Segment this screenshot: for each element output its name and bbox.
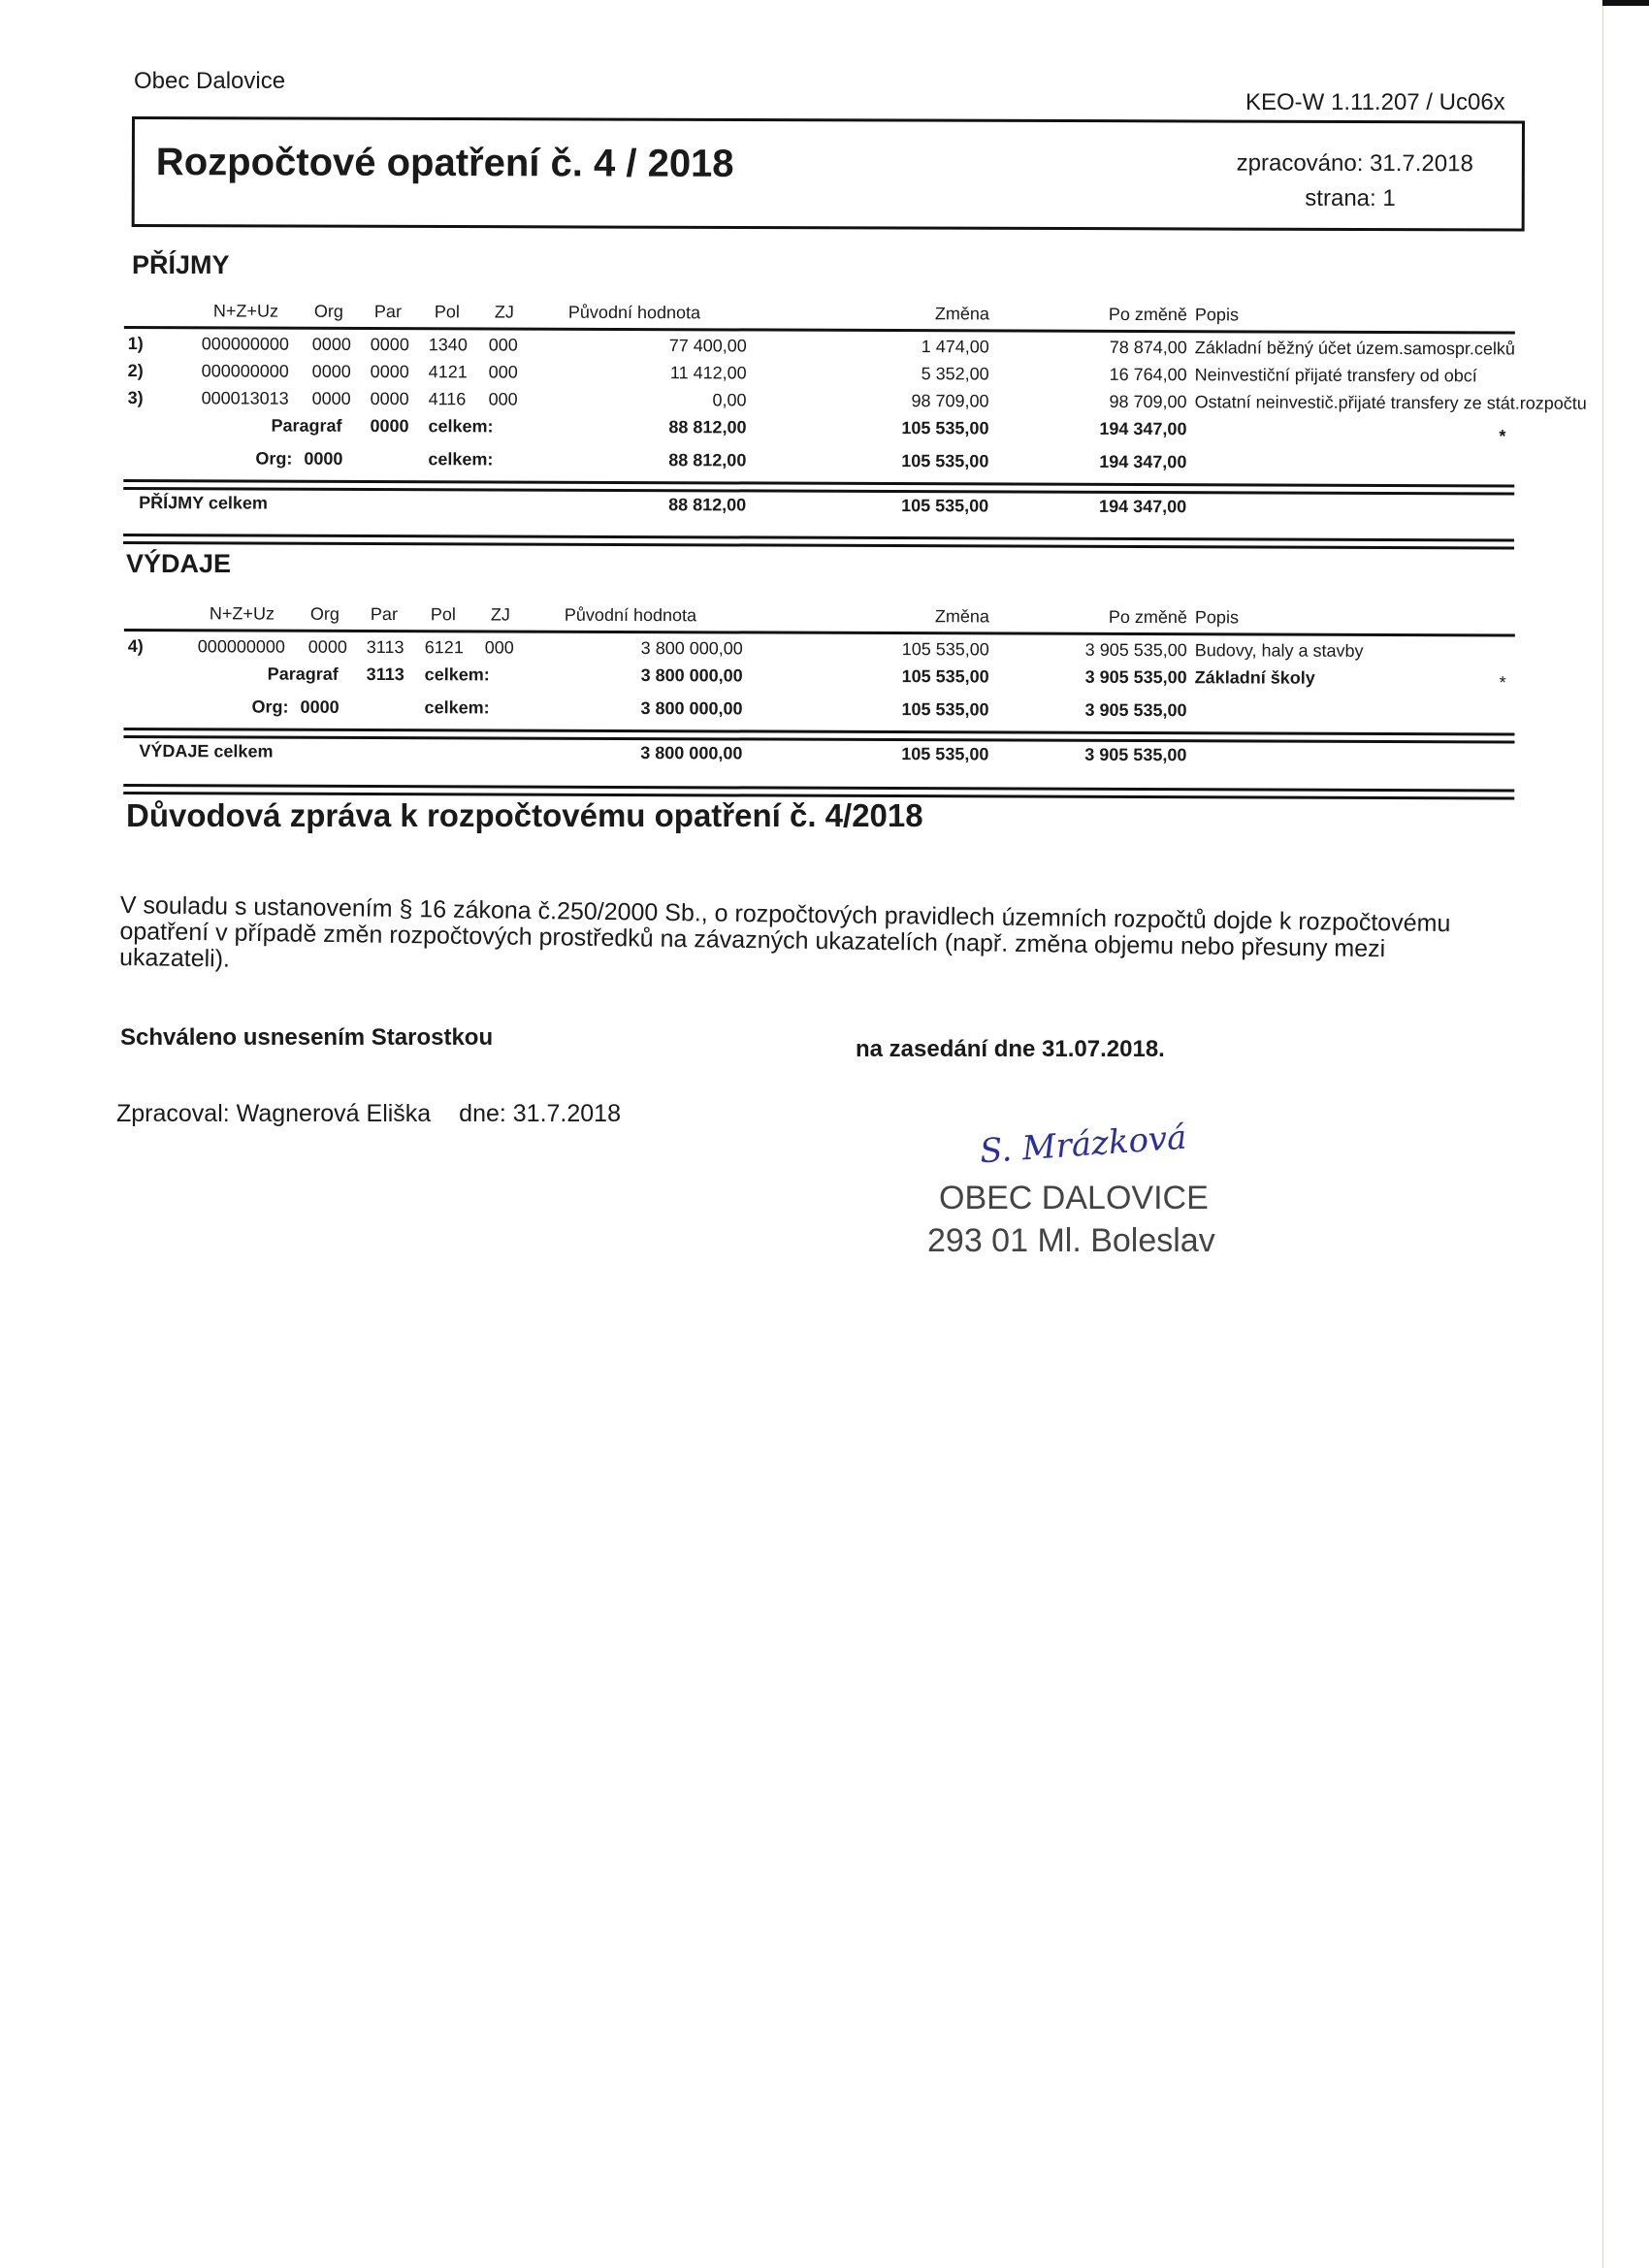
col-desc: Popis xyxy=(1194,305,1240,325)
cell-after: 78 874,00 xyxy=(1109,337,1187,358)
cell-par: 3113 xyxy=(366,636,404,658)
total-after: 3 905 535,00 xyxy=(1084,699,1187,721)
income-table xyxy=(123,297,1587,522)
grand-total-original: 88 812,00 xyxy=(668,495,747,515)
cell-zj: 000 xyxy=(484,637,514,658)
total-change: 105 535,00 xyxy=(901,451,989,471)
org-code: 0000 xyxy=(300,697,340,717)
stamp-line-1: OBEC DALOVICE xyxy=(939,1180,1209,1216)
cell-desc: Neinvestiční přijaté transfery od obcí xyxy=(1194,365,1477,386)
paragraph-code: 3113 xyxy=(366,664,404,685)
expenses-table xyxy=(123,599,1515,770)
rule xyxy=(123,534,1514,542)
org-label: Org: xyxy=(251,697,289,717)
cell-change: 98 709,00 xyxy=(911,391,989,411)
col-nzuz: N+Z+Uz xyxy=(212,301,279,321)
total-label: celkem: xyxy=(424,664,490,685)
col-desc: Popis xyxy=(1194,607,1240,628)
col-after: Po změně xyxy=(1108,304,1187,325)
total-original: 88 812,00 xyxy=(668,417,747,437)
grand-total-change: 105 535,00 xyxy=(901,496,989,516)
asterisk-mark: * xyxy=(1499,426,1506,446)
row-number: 4) xyxy=(127,636,144,657)
rule xyxy=(123,728,1514,736)
row-number: 1) xyxy=(127,334,144,354)
processed-date xyxy=(1237,150,1473,178)
signature: S. Mrázková xyxy=(978,1118,1188,1172)
income-section-title: PŘÍJMY xyxy=(132,250,230,279)
cell-zj: 000 xyxy=(488,389,518,409)
meeting-date: na zasedání dne 31.07.2018. xyxy=(856,1036,1165,1062)
grand-total-after: 3 905 535,00 xyxy=(1084,744,1187,765)
total-original: 88 812,00 xyxy=(668,450,747,470)
cell-pol: 1340 xyxy=(428,335,468,355)
org-total-row xyxy=(123,444,1514,477)
rule xyxy=(123,541,1514,550)
org-code: 0000 xyxy=(304,448,343,469)
row-number: 3) xyxy=(127,388,144,408)
total-change: 105 535,00 xyxy=(901,699,989,720)
cell-org: 0000 xyxy=(307,636,347,657)
total-label: celkem: xyxy=(428,416,494,437)
col-zj: ZJ xyxy=(490,604,510,625)
col-original: Původní hodnota xyxy=(564,604,697,626)
col-after: Po změně xyxy=(1108,606,1187,628)
cell-original: 11 412,00 xyxy=(669,363,747,383)
page-label: strana: xyxy=(1305,184,1376,212)
cell-pol: 4121 xyxy=(428,362,468,382)
cell-change: 5 352,00 xyxy=(921,364,989,384)
cell-desc: Základní běžný účet územ.samospr.celků xyxy=(1194,338,1516,359)
row-number: 2) xyxy=(127,361,144,381)
cell-par: 0000 xyxy=(370,388,409,409)
processed-value: 31.7.2018 xyxy=(1370,150,1473,178)
approved-by: Schváleno usnesením Starostkou xyxy=(120,1024,494,1051)
total-after: 194 347,00 xyxy=(1099,451,1187,472)
justification-title: Důvodová zpráva k rozpočtovému opatření č. 4/2018 xyxy=(126,797,923,833)
rule xyxy=(123,784,1514,793)
cell-change: 1 474,00 xyxy=(921,337,989,357)
cell-pol: 4116 xyxy=(428,389,467,409)
cell-nzuz: 000000000 xyxy=(197,636,285,657)
title-box xyxy=(132,116,1525,232)
cell-par: 0000 xyxy=(370,361,409,382)
col-par: Par xyxy=(373,301,402,322)
expenses-header-row xyxy=(124,599,1515,632)
grand-total-label: PŘÍJMY celkem xyxy=(139,493,268,513)
paragraph-desc: Základní školy xyxy=(1194,667,1315,688)
prepared-date: dne: 31.7.2018 xyxy=(459,1100,621,1127)
grand-total-label: VÝDAJE celkem xyxy=(139,741,274,761)
col-zj: ZJ xyxy=(494,302,514,322)
scan-edge xyxy=(1602,0,1603,2268)
total-change: 105 535,00 xyxy=(901,418,989,438)
col-pol: Pol xyxy=(434,302,460,322)
stamp-line-2: 293 01 Ml. Boleslav xyxy=(927,1222,1215,1259)
cell-original: 3 800 000,00 xyxy=(640,638,743,659)
expenses-section-title: VÝDAJE xyxy=(126,549,232,578)
software-version: KEO-W 1.11.207 / Uc06x xyxy=(1245,89,1505,115)
cell-original: 77 400,00 xyxy=(668,336,747,356)
total-original: 3 800 000,00 xyxy=(640,665,743,686)
organization-name: Obec Dalovice xyxy=(134,68,286,94)
grand-total-original: 3 800 000,00 xyxy=(640,743,743,763)
cell-org: 0000 xyxy=(311,334,351,354)
col-nzuz: N+Z+Uz xyxy=(209,603,275,624)
org-total-row xyxy=(124,693,1515,726)
income-header-row xyxy=(124,297,1515,330)
scan-edge-mark xyxy=(1602,0,1649,6)
paragraph-label: Paragraf xyxy=(267,664,339,684)
cell-nzuz: 000000000 xyxy=(201,334,289,354)
expenses-grand-total-row xyxy=(123,737,1514,770)
cell-original: 0,00 xyxy=(712,390,747,410)
org-label: Org: xyxy=(255,448,293,469)
asterisk-mark: * xyxy=(1499,672,1506,693)
page-number xyxy=(1305,185,1395,212)
cell-desc: Budovy, haly a stavby xyxy=(1194,640,1364,661)
cell-org: 0000 xyxy=(311,388,351,408)
total-label: celkem: xyxy=(424,697,490,718)
total-label: celkem: xyxy=(428,449,494,470)
cell-nzuz: 000013013 xyxy=(201,388,289,408)
processed-label: zpracováno: xyxy=(1236,149,1364,177)
total-original: 3 800 000,00 xyxy=(640,698,743,719)
prepared-name: Zpracoval: Wagnerová Eliška xyxy=(116,1100,432,1127)
cell-org: 0000 xyxy=(311,361,351,381)
paragraph-code: 0000 xyxy=(370,415,409,437)
justification-text: V souladu s ustanovením § 16 zákona č.250/2000 Sb., o rozpočtových pravidlech územních rozpočtů dojde k rozpočtovému opatření v případě změn rozpočtových prostředků na závazných ukazatelích (např. změna objemu nebo přesuny mezi ukazateli). xyxy=(118,891,1451,973)
cell-pol: 6121 xyxy=(424,637,464,658)
col-org: Org xyxy=(313,301,343,321)
paragraph-total-row xyxy=(123,411,1514,444)
paragraph-label: Paragraf xyxy=(271,415,342,436)
income-grand-total-row xyxy=(123,489,1514,522)
col-org: Org xyxy=(309,603,340,624)
cell-after: 98 709,00 xyxy=(1109,391,1187,412)
col-change: Změna xyxy=(934,606,989,627)
grand-total-change: 105 535,00 xyxy=(901,744,989,764)
total-after: 3 905 535,00 xyxy=(1084,666,1187,688)
paragraph-total-row xyxy=(124,660,1515,693)
document-title: Rozpočtové opatření č. 4 / 2018 xyxy=(155,141,734,185)
cell-nzuz: 000000000 xyxy=(201,361,289,381)
prepared-by xyxy=(116,1100,621,1128)
cell-zj: 000 xyxy=(488,362,518,382)
cell-after: 16 764,00 xyxy=(1109,364,1187,385)
col-change: Změna xyxy=(934,304,989,324)
total-change: 105 535,00 xyxy=(901,666,989,687)
col-pol: Pol xyxy=(430,604,456,625)
col-original: Původní hodnota xyxy=(567,302,701,323)
rule xyxy=(123,479,1514,488)
cell-change: 105 535,00 xyxy=(901,639,989,660)
cell-after: 3 905 535,00 xyxy=(1084,639,1187,661)
grand-total-after: 194 347,00 xyxy=(1099,496,1187,517)
total-after: 194 347,00 xyxy=(1099,418,1187,439)
cell-par: 0000 xyxy=(370,334,409,355)
col-par: Par xyxy=(370,603,398,625)
cell-desc: Ostatní neinvestič.přijaté transfery ze stát.rozpočtu xyxy=(1194,392,1587,413)
cell-zj: 000 xyxy=(488,335,518,355)
page-value: 1 xyxy=(1382,185,1396,212)
